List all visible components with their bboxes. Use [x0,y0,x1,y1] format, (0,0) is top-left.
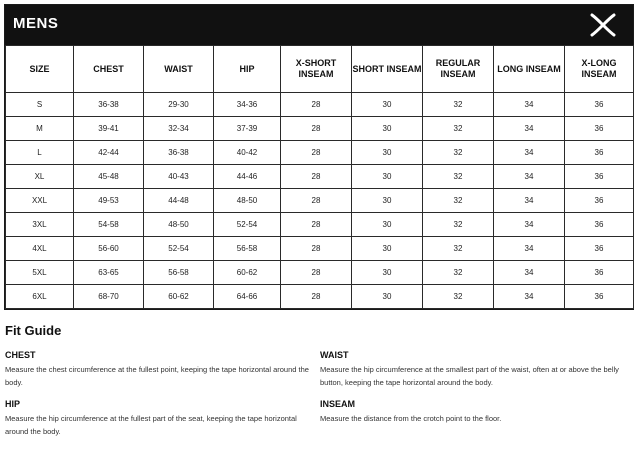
measurement-cell: 28 [281,93,352,117]
guide-chest-heading: CHEST [5,350,36,360]
guide-hip-heading: HIP [5,399,21,409]
measurement-cell: 36 [565,117,634,141]
measurement-cell: 34 [494,237,565,261]
measurement-cell: 36 [565,285,634,309]
measurement-cell: 36 [565,93,634,117]
measurement-cell: 36 [565,213,634,237]
measurement-cell: 30 [352,165,423,189]
measurement-cell: 30 [352,189,423,213]
guide-hip-text: Measure the hip circumference at the fullest part of the seat, keeping the tape horizontal around the body. [5,414,297,436]
table-row [6,285,634,309]
fit-guide [5,323,635,438]
measurement-cell: 54-58 [74,213,144,237]
measurement-cell: 39-41 [74,117,144,141]
chart-title: MENS [13,15,59,32]
measurement-cell: 44-48 [144,189,214,213]
measurement-cell: 60-62 [214,261,281,285]
column-header: LONG INSEAM [494,46,565,93]
measurement-cell: 32 [423,261,494,285]
x-logo-icon [589,11,617,39]
table-header-row [6,46,634,93]
measurement-cell: 28 [281,213,352,237]
table-row [6,237,634,261]
measurement-cell: 32 [423,237,494,261]
measurement-cell: 30 [352,237,423,261]
measurement-cell: 63-65 [74,261,144,285]
measurement-cell: 34 [494,165,565,189]
size-cell: XL [6,165,74,189]
measurement-cell: 30 [352,261,423,285]
column-header: REGULAR INSEAM [423,46,494,93]
size-cell: 6XL [6,285,74,309]
measurement-cell: 42-44 [74,141,144,165]
column-header: HIP [214,46,281,93]
measurement-cell: 32 [423,213,494,237]
column-header: SHORT INSEAM [352,46,423,93]
measurement-cell: 30 [352,285,423,309]
size-cell: L [6,141,74,165]
measurement-cell: 34 [494,261,565,285]
measurement-cell: 32 [423,285,494,309]
measurement-cell: 48-50 [214,189,281,213]
size-cell: 3XL [6,213,74,237]
measurement-cell: 40-42 [214,141,281,165]
guide-hip [5,399,318,438]
measurement-cell: 28 [281,237,352,261]
measurement-cell: 49-53 [74,189,144,213]
measurement-cell: 29-30 [144,93,214,117]
measurement-cell: 56-58 [214,237,281,261]
table-row [6,141,634,165]
size-cell: 5XL [6,261,74,285]
measurement-cell: 36 [565,141,634,165]
measurement-cell: 34 [494,117,565,141]
measurement-cell: 36 [565,165,634,189]
measurement-cell: 36 [565,189,634,213]
chart-header [5,5,633,45]
measurement-cell: 52-54 [214,213,281,237]
guide-chest [5,350,318,389]
column-header: X-SHORT INSEAM [281,46,352,93]
measurement-cell: 30 [352,117,423,141]
guide-inseam-text: Measure the distance from the crotch point to the floor. [320,414,502,423]
size-chart [4,4,634,310]
guide-inseam-heading: INSEAM [320,399,356,409]
guide-waist [320,350,633,389]
size-cell: 4XL [6,237,74,261]
table-row [6,93,634,117]
column-header: CHEST [74,46,144,93]
measurement-cell: 37-39 [214,117,281,141]
measurement-cell: 30 [352,93,423,117]
measurement-cell: 28 [281,261,352,285]
measurement-cell: 36-38 [144,141,214,165]
measurement-cell: 34 [494,141,565,165]
measurement-cell: 34 [494,189,565,213]
measurement-cell: 36 [565,261,634,285]
table-row [6,117,634,141]
measurement-cell: 32 [423,141,494,165]
measurement-cell: 64-66 [214,285,281,309]
measurement-cell: 60-62 [144,285,214,309]
measurement-cell: 52-54 [144,237,214,261]
table-row [6,189,634,213]
size-cell: S [6,93,74,117]
column-header: WAIST [144,46,214,93]
measurement-cell: 45-48 [74,165,144,189]
measurement-cell: 56-60 [74,237,144,261]
measurement-cell: 34-36 [214,93,281,117]
measurement-cell: 30 [352,213,423,237]
table-row [6,165,634,189]
guide-chest-text: Measure the chest circumference at the fullest point, keeping the tape horizontal around the body. [5,365,309,387]
measurement-cell: 30 [352,141,423,165]
measurement-cell: 32 [423,93,494,117]
measurement-cell: 34 [494,213,565,237]
size-table [5,45,634,309]
fit-guide-title: Fit Guide [5,323,62,338]
size-cell: XXL [6,189,74,213]
table-row [6,261,634,285]
guide-waist-text: Measure the hip circumference at the smallest part of the waist, often at or above the belly button, keeping the tape horizontal around the body. [320,365,619,387]
measurement-cell: 28 [281,117,352,141]
measurement-cell: 34 [494,93,565,117]
measurement-cell: 36-38 [74,93,144,117]
guide-waist-heading: WAIST [320,350,349,360]
fit-guide-grid [5,350,635,438]
measurement-cell: 44-46 [214,165,281,189]
measurement-cell: 28 [281,165,352,189]
measurement-cell: 28 [281,189,352,213]
table-row [6,213,634,237]
measurement-cell: 56-58 [144,261,214,285]
size-cell: M [6,117,74,141]
measurement-cell: 32 [423,189,494,213]
measurement-cell: 28 [281,285,352,309]
measurement-cell: 32-34 [144,117,214,141]
measurement-cell: 40-43 [144,165,214,189]
measurement-cell: 68-70 [74,285,144,309]
table-body [6,93,634,309]
column-header: X-LONG INSEAM [565,46,634,93]
measurement-cell: 32 [423,165,494,189]
measurement-cell: 36 [565,237,634,261]
measurement-cell: 28 [281,141,352,165]
measurement-cell: 34 [494,285,565,309]
column-header: SIZE [6,46,74,93]
guide-inseam [320,399,633,438]
measurement-cell: 32 [423,117,494,141]
measurement-cell: 48-50 [144,213,214,237]
